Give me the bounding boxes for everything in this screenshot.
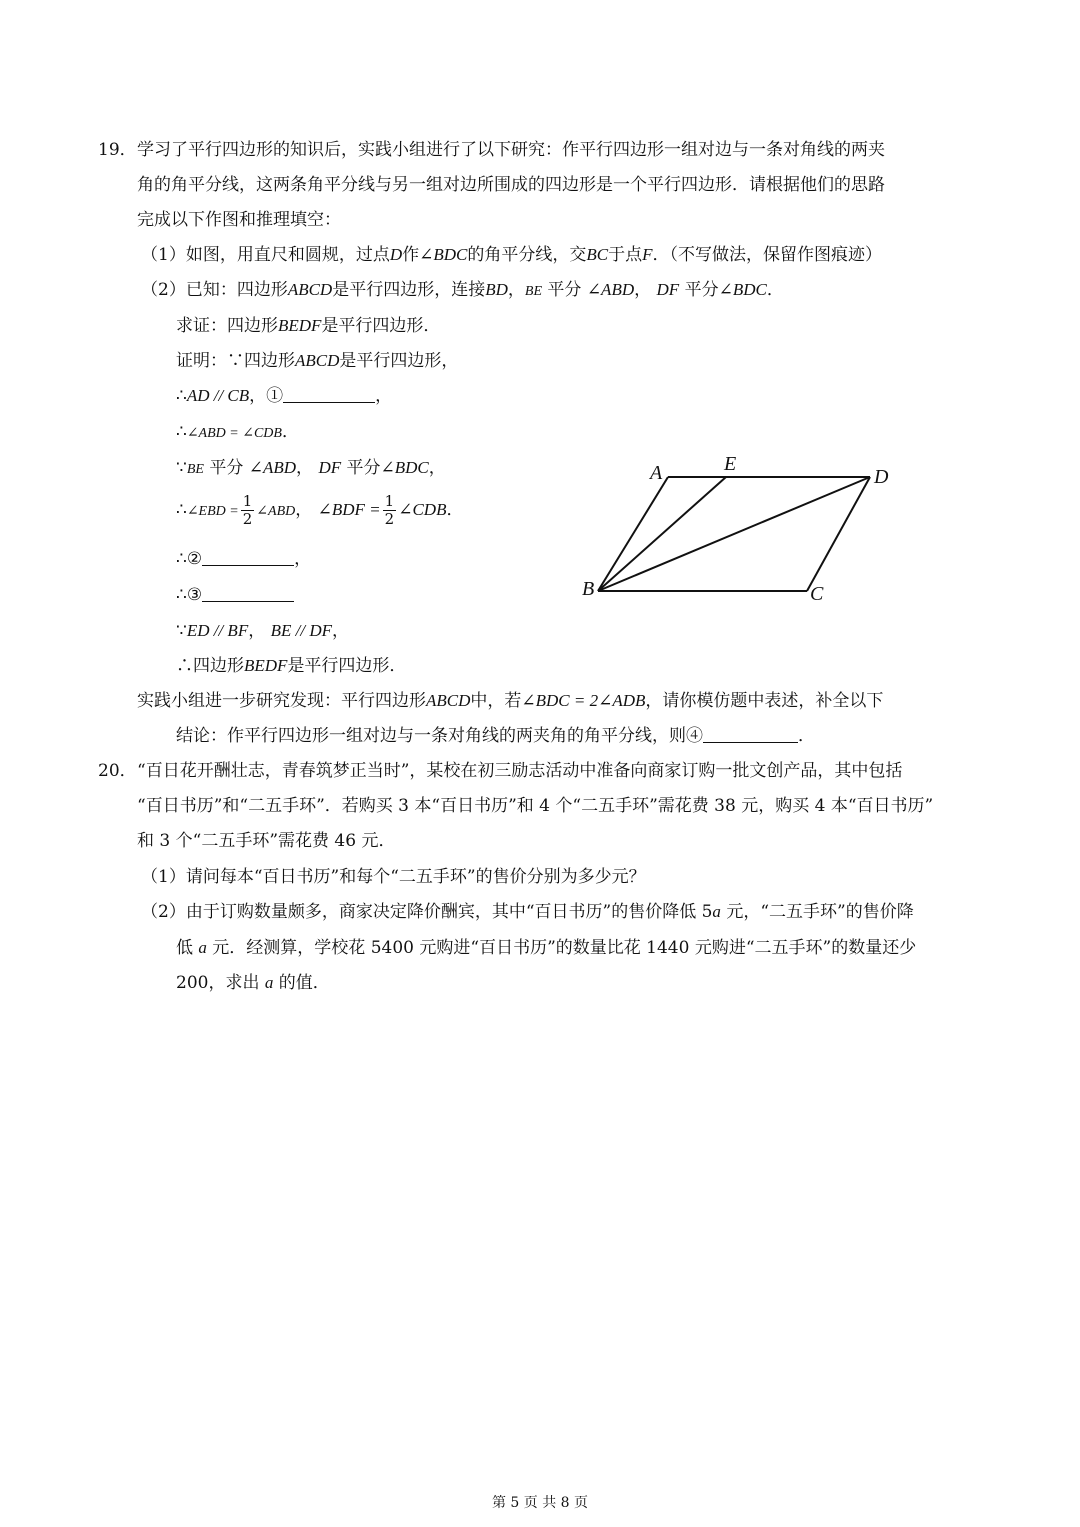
label-a: A xyxy=(650,462,663,484)
fraction-half-1: $\frac{1}{2}$ xyxy=(242,492,253,528)
edge-dc xyxy=(807,477,870,591)
label-c: C xyxy=(810,583,824,605)
q19-step8: ∴四边形BEDF是平行四边形． xyxy=(176,656,407,676)
page-footer: 第 5 页 共 8 页 xyxy=(491,1495,589,1511)
q19-step3: ∵BE 平分 ∠ABD， DF 平分∠BDC， xyxy=(176,458,446,478)
q19-intro-line1: 学习了平行四边形的知识后，实践小组进行了以下研究：作平行四边形一组对边与一条对角线的两夹 xyxy=(137,140,885,160)
q19-part2: （2）已知：四边形ABCD是平行四边形，连接BD，BE 平分 ∠ABD， DF 平分∠BDC． xyxy=(141,280,784,300)
q20-part2-line3: 200，求出 a 的值． xyxy=(176,973,330,993)
q19-step5: ∴② ， xyxy=(176,549,312,569)
q19-step1: ∴AD // CB，① ， xyxy=(176,386,393,406)
answer-blank-1[interactable] xyxy=(283,386,375,403)
bisector-be xyxy=(598,477,726,591)
q20-intro-line2: “百日书历”和“二五手环”．若购买 3 本“百日书历”和 4 个“二五手环”需花费 38 元，购买 4 本“百日书历” xyxy=(137,796,934,816)
q19-proof-head: 证明：∵四边形ABCD是平行四边形， xyxy=(176,351,459,371)
q20-number: 20． xyxy=(98,761,137,781)
q19-step7: ∵ED // BF， BE // DF， xyxy=(176,621,350,641)
q19-intro-line3: 完成以下作图和推理填空： xyxy=(137,210,341,230)
q19-part1: （1）如图，用直尺和圆规，过点D作∠BDC的角平分线，交BC于点F．（不写做法，保留作图痕迹） xyxy=(141,245,882,265)
q19-step2: ∴∠ABD = ∠CDB． xyxy=(176,422,299,442)
parallelogram-figure xyxy=(560,450,920,610)
label-e: E xyxy=(724,453,737,475)
q20-part1: （1）请问每本“百日书历”和每个“二五手环”的售价分别为多少元？ xyxy=(141,867,646,887)
answer-blank-3[interactable] xyxy=(202,585,294,602)
label-d: D xyxy=(874,466,889,488)
diagonal-bd xyxy=(598,477,870,591)
q19-step4: ∴∠EBD = $\frac{1}{2}$ ∠ABD， ∠BDF = $\frac{1}{2}$ ∠CDB． xyxy=(176,492,464,528)
q19-step6: ∴③ xyxy=(176,584,294,606)
q19-number: 19． xyxy=(98,140,137,160)
q20-intro-line1: “百日花开酬壮志，青春筑梦正当时”，某校在初三励志活动中准备向商家订购一批文创产品，其中包括 xyxy=(137,761,903,781)
fraction-half-2: $\frac{1}{2}$ xyxy=(384,492,395,528)
q19-prove: 求证：四边形BEDF是平行四边形． xyxy=(176,316,441,336)
q20-part2-line1: （2）由于订购数量颇多，商家决定降价酬宾，其中“百日书历”的售价降低 5a 元，“二五手环”的售价降 xyxy=(141,902,914,922)
answer-blank-2[interactable] xyxy=(202,549,294,566)
q20-intro-line3: 和 3 个“二五手环”需花费 46 元． xyxy=(137,831,396,851)
q19-further-line1: 实践小组进一步研究发现：平行四边形ABCD中，若∠BDC = 2∠ADB，请你模仿题中表述，补全以下 xyxy=(137,691,884,711)
q19-intro-line2: 角的角平分线，这两条角平分线与另一组对边所围成的四边形是一个平行四边形．请根据他们的思路 xyxy=(137,175,885,195)
label-b: B xyxy=(582,578,595,600)
q20-part2-line2: 低 a 元．经测算，学校花 5400 元购进“百日书历”的数量比花 1440 元购进“二五手环”的数量还少 xyxy=(176,938,917,958)
answer-blank-4[interactable] xyxy=(703,726,798,743)
q19-further-line2: 结论：作平行四边形一组对边与一条对角线的两夹角的角平分线，则④ ． xyxy=(176,726,815,746)
edge-ba xyxy=(598,477,668,591)
